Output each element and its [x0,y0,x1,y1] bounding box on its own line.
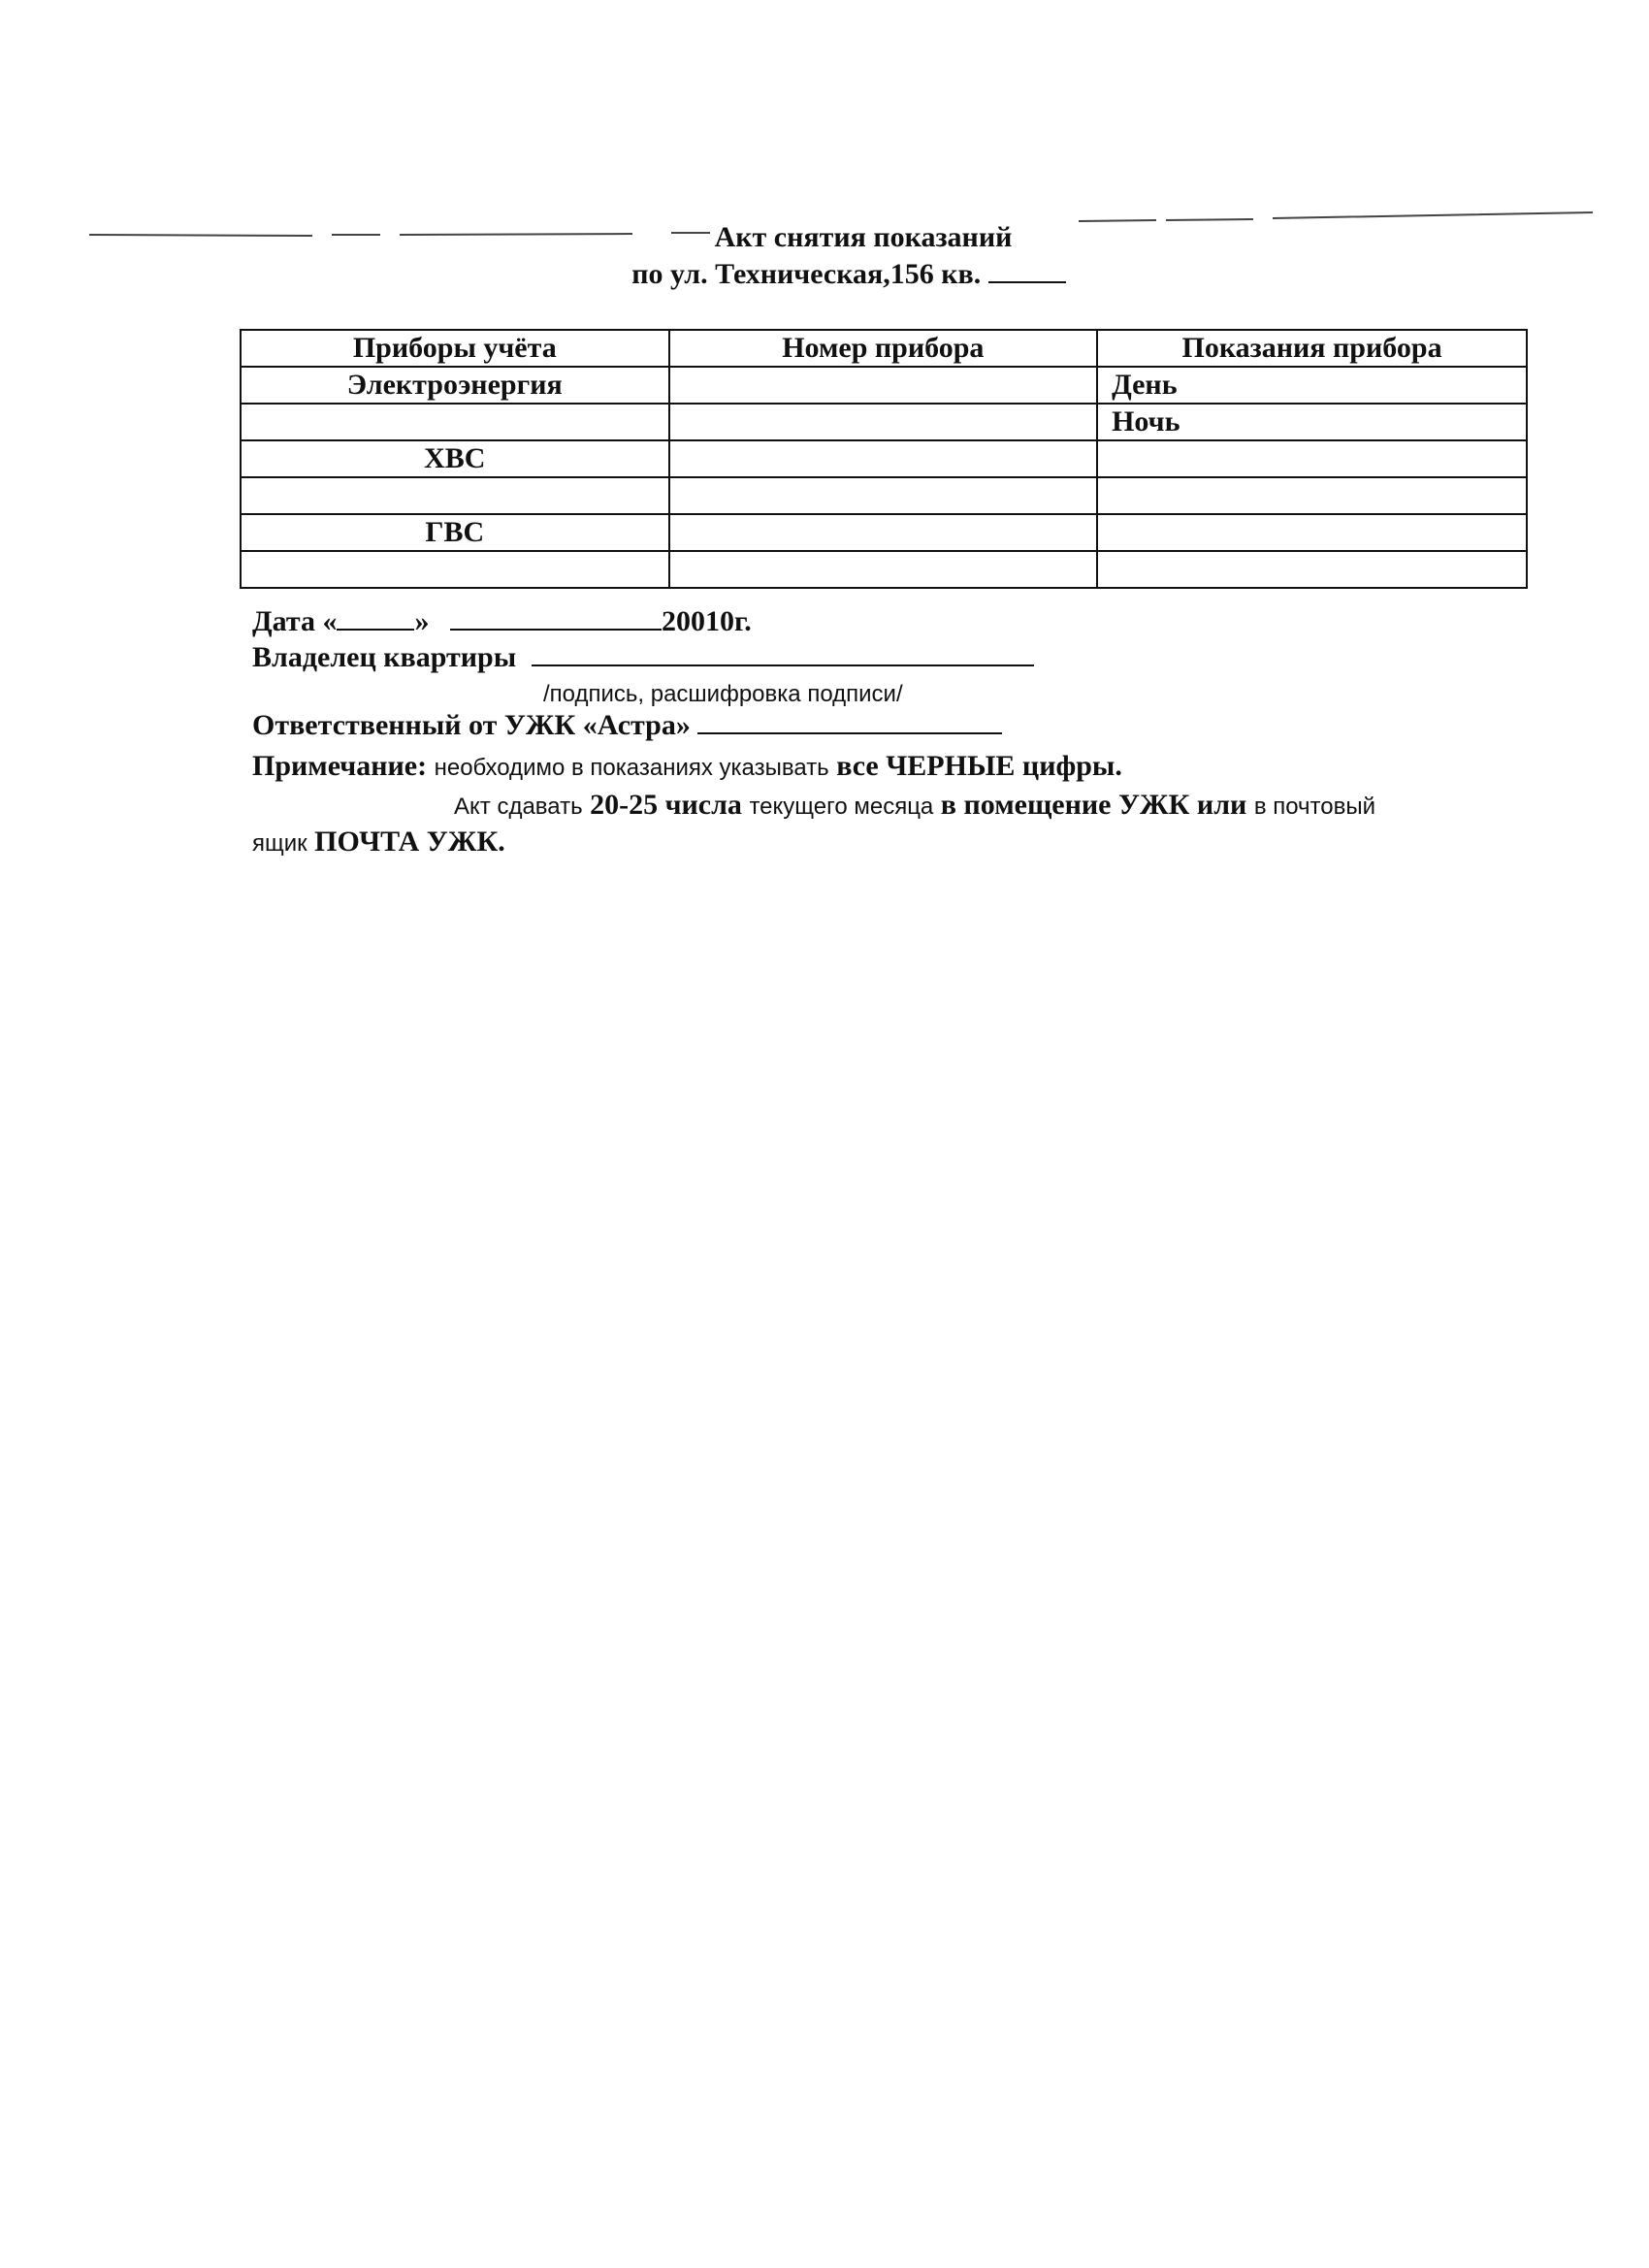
mailbox-line [252,825,505,861]
note-emphasis: все ЧЕРНЫЕ цифры. [836,750,1122,782]
meter-reading-cell[interactable] [1097,551,1527,588]
submit-text: Акт сдавать [454,794,583,820]
note-label: Примечание: [252,750,428,782]
date-close-quote: » [414,605,430,637]
mailbox-name: ПОЧТА УЖК. [314,826,505,858]
address-line [0,258,1649,291]
meter-type-cell: Электроэнергия [241,367,669,404]
owner-label: Владелец квартиры [252,641,517,673]
meter-type-cell [241,477,669,514]
meter-number-cell[interactable] [669,514,1098,551]
signature-hint: /подпись, расшифровка подписи/ [543,681,903,707]
meter-reading-cell[interactable] [1097,440,1527,477]
column-header: Номер прибора [669,330,1098,367]
submit-place: в помещение УЖК или [940,789,1247,821]
responsible-line [252,708,1002,743]
meter-number-cell[interactable] [669,440,1098,477]
owner-line [252,640,1034,675]
table-row [241,440,1527,477]
date-line [252,604,752,639]
table-row [241,404,1527,440]
meter-readings-table [240,329,1528,589]
meter-reading-cell[interactable]: День [1097,367,1527,404]
table-row [241,551,1527,588]
meter-number-cell[interactable] [669,367,1098,404]
mailbox-text: ящик [252,830,307,857]
meter-number-cell[interactable] [669,477,1098,514]
submit-mailbox-text: в почтовый [1253,794,1376,820]
apartment-number-field[interactable] [988,258,1066,283]
meter-type-cell [241,404,669,440]
meter-type-cell: ГВС [241,514,669,551]
date-month-field[interactable] [450,605,662,631]
meter-reading-cell[interactable]: Ночь [1097,404,1527,440]
table-row [241,367,1527,404]
submit-month-text: текущего месяца [749,794,934,820]
document-title: Акт снятия показаний [714,221,1013,253]
meter-reading-cell[interactable] [1097,477,1527,514]
date-day-field[interactable] [337,605,414,631]
submit-instructions-line [454,788,1375,825]
meter-reading-cell[interactable] [1097,514,1527,551]
responsible-label: Ответственный от УЖК «Астра» [252,709,691,741]
submit-days: 20-25 числа [590,789,742,821]
meter-number-cell[interactable] [669,551,1098,588]
address-text: по ул. Техническая,156 кв. [631,258,982,290]
note-text: необходимо в показаниях указывать [434,755,829,781]
owner-signature-field[interactable] [532,641,1034,666]
table-row [241,477,1527,514]
meter-number-cell[interactable] [669,404,1098,440]
note-line [252,749,1122,786]
meter-type-cell: ХВС [241,440,669,477]
date-label: Дата « [252,605,338,637]
table-row [241,514,1527,551]
column-header: Приборы учёта [241,330,669,367]
meter-type-cell [241,551,669,588]
date-year: 20010г. [661,605,752,637]
responsible-signature-field[interactable] [697,709,1002,734]
table-header-row [241,330,1527,367]
column-header: Показания прибора [1097,330,1527,367]
